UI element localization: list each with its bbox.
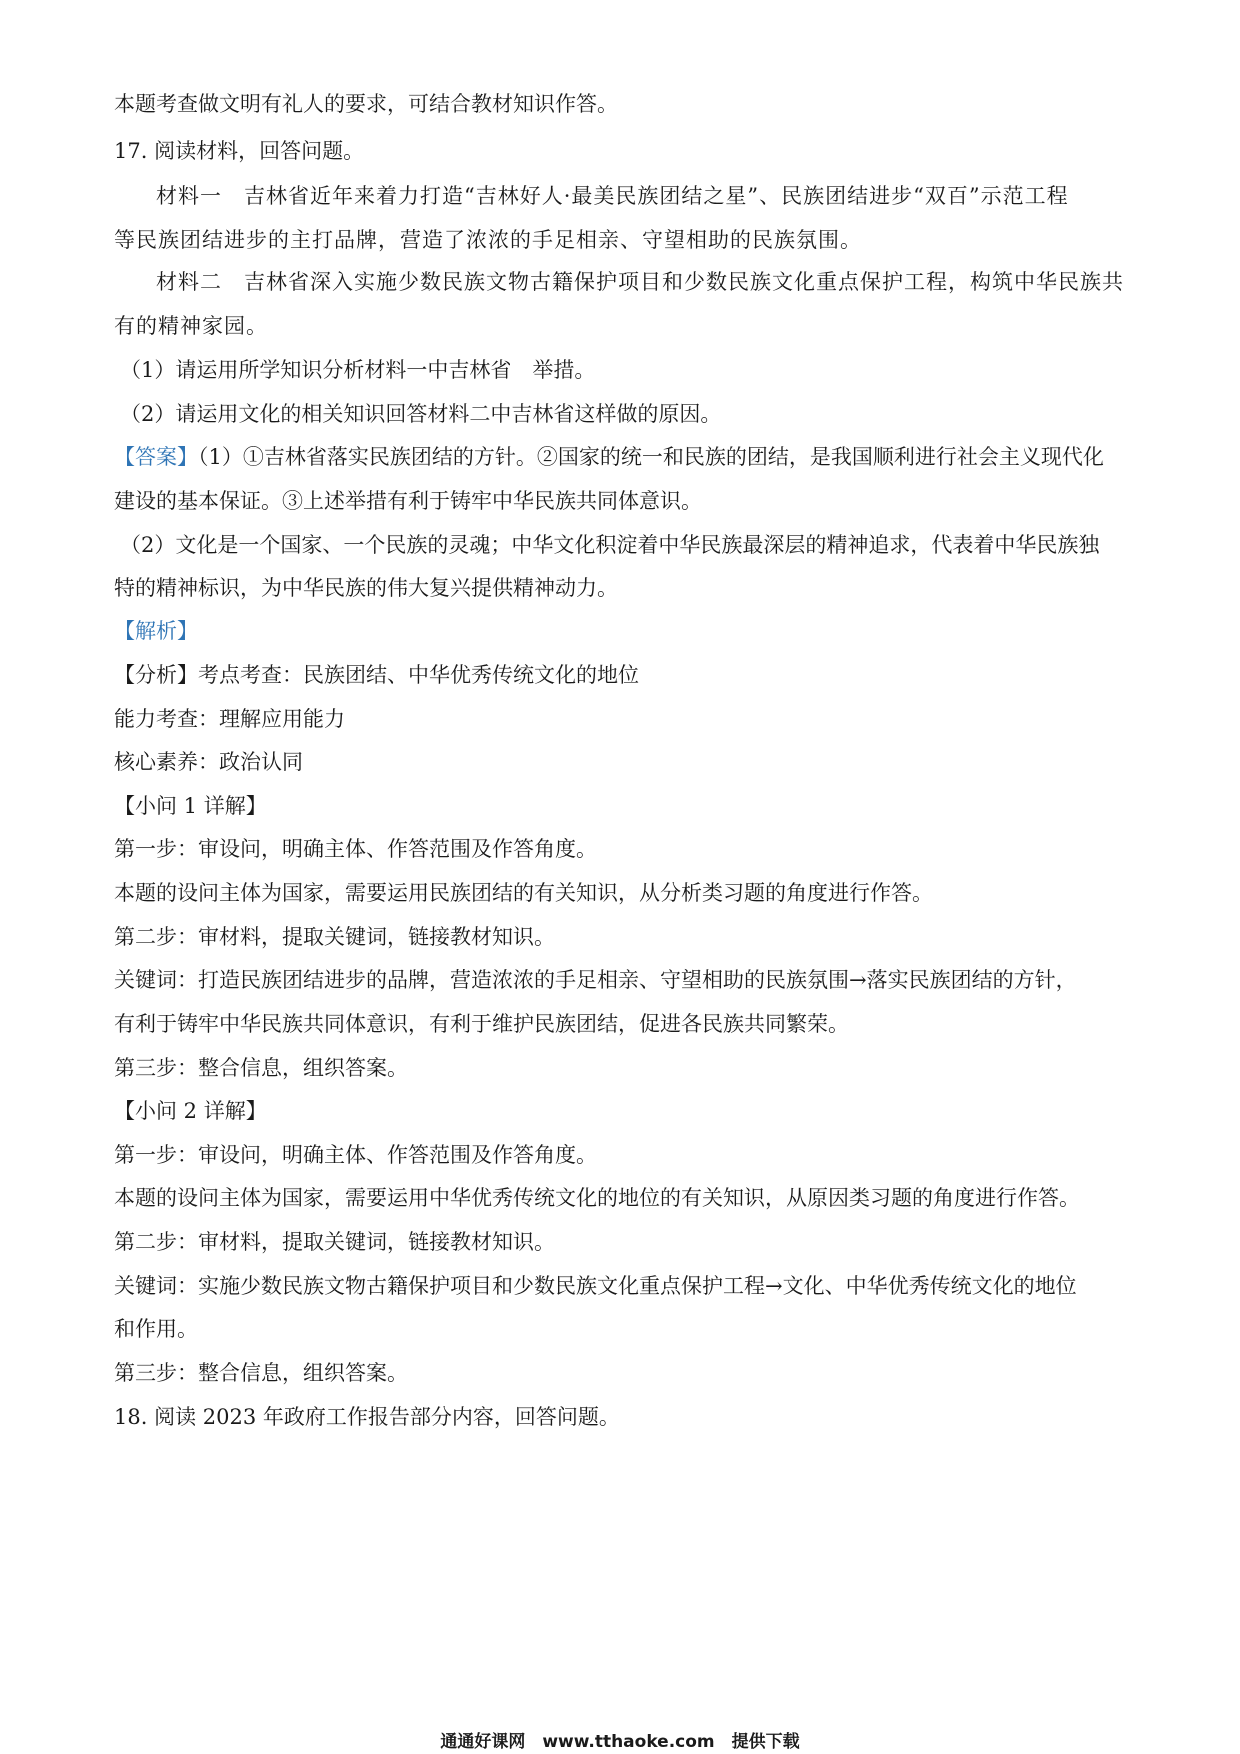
text-line: 关键词：实施少数民族文物古籍保护项目和少数民族文化重点保护工程→文化、中华优秀传统文化的地位 — [114, 1274, 1077, 1298]
text-line: 第二步：审材料，提取关键词，链接教材知识。 — [114, 1230, 555, 1254]
text-line: 特的精神标识，为中华民族的伟大复兴提供精神动力。 — [114, 576, 618, 600]
sub-question-2: （2）请运用文化的相关知识回答材料二中吉林省这样做的原因。 — [120, 402, 722, 426]
text-line: 本题的设问主体为国家，需要运用中华优秀传统文化的地位的有关知识，从原因类习题的角度进行作答。 — [114, 1186, 1080, 1210]
text-line: 第三步：整合信息，组织答案。 — [114, 1056, 408, 1080]
answer-tag: 【答案】 — [114, 445, 198, 469]
text-line: 【分析】考点考查：民族团结、中华优秀传统文化的地位 — [114, 663, 639, 687]
text-line: 关键词：打造民族团结进步的品牌，营造浓浓的手足相亲、守望相助的民族氛围→落实民族团结的方针， — [114, 968, 1077, 992]
text-line: 核心素养：政治认同 — [114, 750, 303, 774]
text-line: 第二步：审材料，提取关键词，链接教材知识。 — [114, 925, 555, 949]
section-heading: 【小问 2 详解】 — [114, 1099, 267, 1123]
analysis-tag: 【解析】 — [114, 619, 198, 643]
text-line: （2）文化是一个国家、一个民族的灵魂；中华文化积淀着中华民族最深层的精神追求，代表着中华民族独 — [120, 533, 1100, 557]
material-one: 材料一 吉林省近年来着力打造“吉林好人·最美民族团结之星”、民族团结进步“双百”示范工程 — [156, 184, 1069, 208]
question-18-heading: 18. 阅读 2023 年政府工作报告部分内容，回答问题。 — [114, 1405, 620, 1429]
text-line: 有利于铸牢中华民族共同体意识，有利于维护民族团结，促进各民族共同繁荣。 — [114, 1012, 849, 1036]
material-one-cont: 等民族团结进步的主打品牌，营造了浓浓的手足相亲、守望相助的民族氛围。 — [114, 228, 862, 252]
text-line: 第一步：审设问，明确主体、作答范围及作答角度。 — [114, 1143, 597, 1167]
page-footer: 通通好课网 www.tthaoke.com 提供下载 — [440, 1732, 800, 1752]
material-two-cont: 有的精神家园。 — [114, 314, 268, 338]
text-line: 第三步：整合信息，组织答案。 — [114, 1361, 408, 1385]
section-heading: 【小问 1 详解】 — [114, 794, 267, 818]
text-line: 本题的设问主体为国家，需要运用民族团结的有关知识，从分析类习题的角度进行作答。 — [114, 881, 933, 905]
text-line: 本题考查做文明有礼人的要求，可结合教材知识作答。 — [114, 92, 618, 116]
text-line: 第一步：审设问，明确主体、作答范围及作答角度。 — [114, 837, 597, 861]
answer-text: （1）①吉林省落实民族团结的方针。②国家的统一和民族的团结，是我国顺利进行社会主义现代化 — [198, 445, 1104, 469]
answer-line — [114, 443, 1134, 471]
sub-question-1: （1）请运用所学知识分析材料一中吉林省 举措。 — [120, 358, 596, 382]
question-17-heading: 17. 阅读材料，回答问题。 — [114, 139, 365, 163]
text-line: 建设的基本保证。③上述举措有利于铸牢中华民族共同体意识。 — [114, 489, 702, 513]
text-line: 能力考查：理解应用能力 — [114, 707, 345, 731]
material-two: 材料二 吉林省深入实施少数民族文物古籍保护项目和少数民族文化重点保护工程，构筑中华民族共 — [156, 270, 1124, 294]
text-line: 和作用。 — [114, 1317, 198, 1341]
